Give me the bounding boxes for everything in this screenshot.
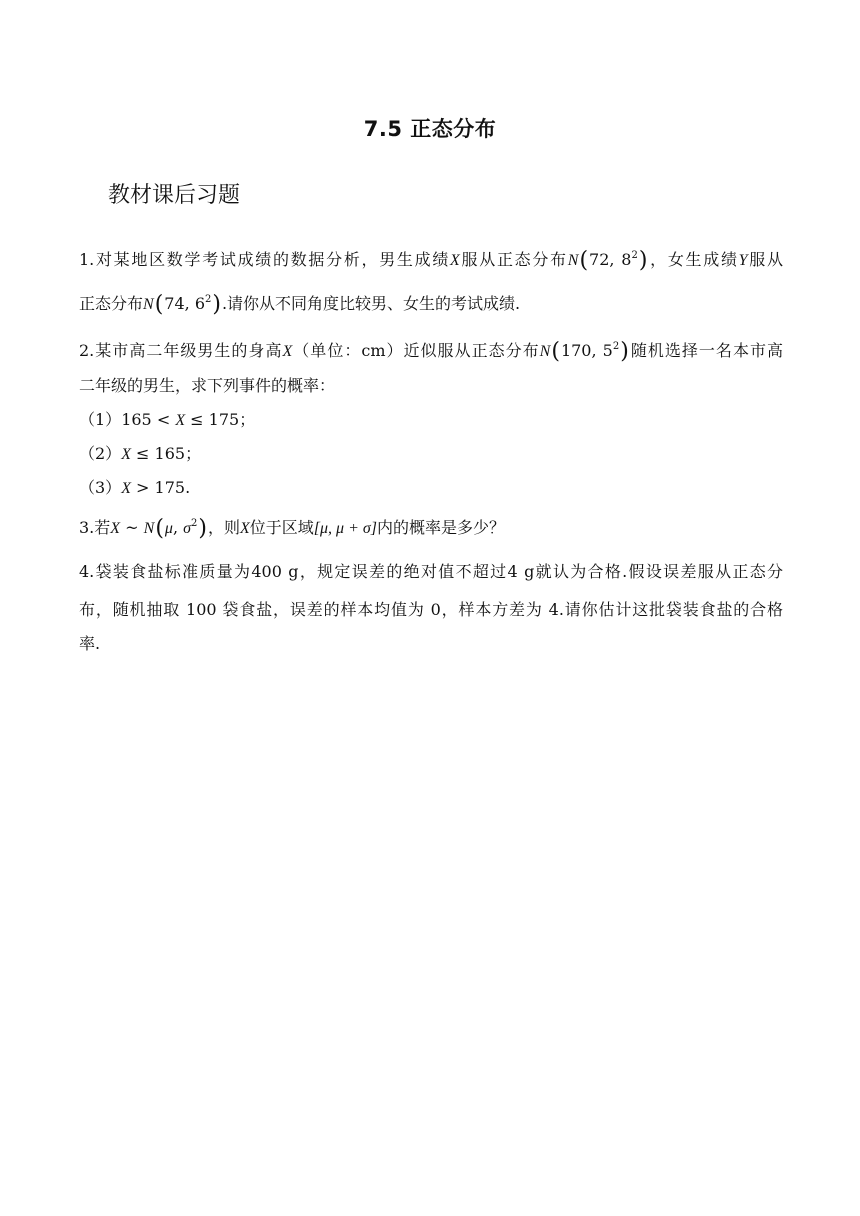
question-2-subitem-3: （3）X > 175. [79,478,191,497]
normal-symbol: N [567,252,579,269]
question-4-line-2: 布，随机抽取 100 袋食盐，误差的样本均值为 0，样本方差为 4.请你估计这批袋装食盐的合格 [79,600,783,619]
section-heading: 教材课后习题 [108,183,241,208]
question-4-line-1: 4.袋装食盐标准质量为400 g，规定误差的绝对值不超过4 g就认为合格.假设误差服从正态分 [79,562,783,581]
standard-mass: 400 g [251,562,299,581]
square-exponent: 2 [612,341,620,352]
question-4-line-3: 率. [79,634,101,653]
distribution-args: 74, 6 [164,294,205,313]
square-exponent: 2 [205,294,212,305]
normal-symbol: N [143,520,155,537]
question-2-subitem-1: （1）165 < X ≤ 175； [79,410,256,429]
page-title: 7.5 正态分布 [363,117,497,141]
distribution-args: 72, 8 [589,250,632,269]
question-1-line-2: 正态分布N(74, $6^2$).请你从不同角度比较男、女生的考试成绩. [79,292,521,317]
square-exponent: 2 [631,250,638,261]
distribution-args: 170, 5 [560,341,613,360]
question-2-subitem-2: （2）X ≤ 165； [79,444,202,463]
tolerance: 4 g [507,562,535,581]
interval-expression: [μ, μ + σ] [313,520,377,537]
question-1-line-1: 1.对某地区数学考试成绩的数据分析，男生成绩X服从正态分布N(72, $8^2$)，女生成绩Y服从 [79,248,783,273]
normal-symbol: N [539,343,551,360]
question-2-line-2: 二年级的男生，求下列事件的概率： [79,376,336,395]
question-2-line-1: 2.某市高二年级男生的身高X（单位：cm）近似服从正态分布N(170, $5^2$)随机选择一名本市高 [79,339,783,364]
square-exponent: 2 [191,518,198,529]
variable-x: X [450,252,460,269]
question-3: 3.若X ~ N(μ, $\sigma^2$)，则X位于区域[μ, μ + σ]内的概率是多少？ [79,516,505,541]
variable-y: Y [738,252,748,269]
normal-symbol: N [143,296,154,313]
variable-x: X [282,343,293,360]
